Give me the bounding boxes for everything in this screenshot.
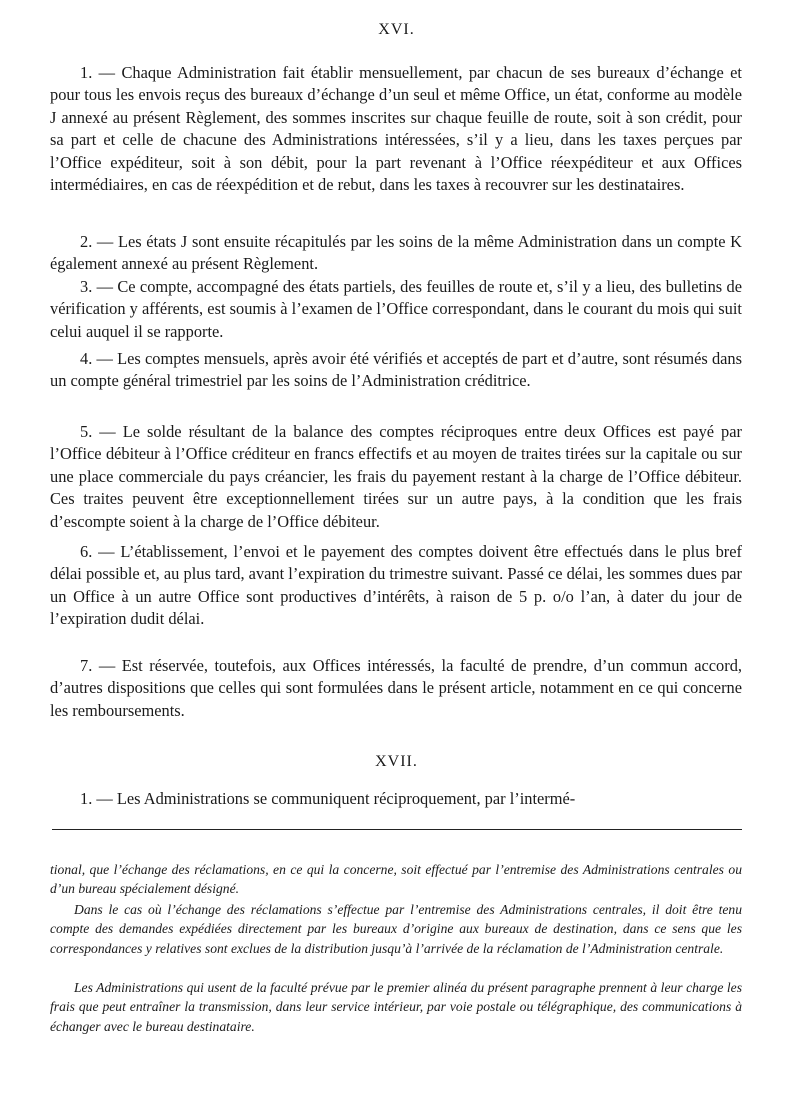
section-heading-xvi: XVI. [378,21,415,38]
section-heading-xvii: XVII. [375,753,418,770]
footnote-paragraph-2: Dans le cas où l’échange des réclamations s’effectue par l’entremise des Administrations centrales, il doit être tenu compte des demandes expédiées directement par les bureaux d’origine aux bureaux de destination, dans ce sens que les correspondances y relatives sont exclues de la distribution jusqu’à l’arrivée de la réclamation de l’Administration centrale. [50,902,742,956]
paragraph-xvi-4: 4. — Les comptes mensuels, après avoir été vérifiés et acceptés de part et d’autre, sont résumés dans un compte général trimestriel par les soins de l’Administration créditrice. [50,349,742,391]
footnote-continuation: tional, que l’échange des réclamations, en ce qui la concerne, soit effectué par l’entremise des Administrations centrales ou d’un bureau spécialement désigné. [50,862,742,897]
footnote-paragraph-3: Les Administrations qui usent de la faculté prévue par le premier alinéa du présent paragraphe prennent à leur charge les frais que peut entraîner la transmission, dans leur service intérieur, par voie postale ou télégraphique, des communications à échanger avec le bureau destinataire. [50,980,742,1034]
paragraph-xvi-1: 1. — Chaque Administration fait établir mensuellement, par chacun de ses bureaux d’échange et pour tous les envois reçus des bureaux d’échange d’un seul et même Office, un état, conforme au modèle J annexé au présent Règlement, des sommes inscrites sur chaque feuille de route, soit à son crédit, pour sa part et celle de chacune des Administrations intéressées, s’il y a lieu, dans les taxes perçues par l’Office expéditeur, soit à son débit, pour la part revenant à l’Office réexpéditeur et aux Offices intermédiaires, en cas de réexpédition et de rebut, dans les taxes à recouvrer sur les destinataires. [50,63,742,195]
paragraph-xvi-5: 5. — Le solde résultant de la balance des comptes réciproques entre deux Offices est payé par l’Office débiteur à l’Office créditeur en francs effectifs et au moyen de traites tirées sur la capitale ou sur une place commerciale du pays créancier, les frais du payement restant à la charge de l’Office débiteur. Ces traites peuvent être exceptionnellement tirées sur un autre pays, à la condition que les frais d’escompte soient à la charge de l’Office débiteur. [50,422,742,531]
paragraph-xvi-7: 7. — Est réservée, toutefois, aux Offices intéressés, la faculté de prendre, d’un commun accord, d’autres dispositions que celles qui sont formulées dans le présent article, notamment en ce qui concerne les remboursements. [50,656,742,720]
paragraph-xvii-1: 1. — Les Administrations se communiquent réciproquement, par l’intermé- [80,789,576,808]
paragraph-xvi-6: 6. — L’établissement, l’envoi et le payement des comptes doivent être effectués dans le plus bref délai possible et, au plus tard, avant l’expiration du trimestre suivant. Passé ce délai, les sommes dues par un Office à un autre Office sont productives d’intérêts, à raison de 5 p. o/o l’an, à dater du jour de l’expiration dudit délai. [50,542,742,629]
footnote-divider [52,829,742,830]
paragraph-xvi-3: 3. — Ce compte, accompagné des états partiels, des feuilles de route et, s’il y a lieu, des bulletins de vérification y afférents, est soumis à l’examen de l’Office correspondant, dans le courant du mois qui suit celui auquel il se rapporte. [50,277,742,341]
paragraph-xvi-2: 2. — Les états J sont ensuite récapitulés par les soins de la même Administration dans un compte K également annexé au présent Règlement. [50,232,742,274]
